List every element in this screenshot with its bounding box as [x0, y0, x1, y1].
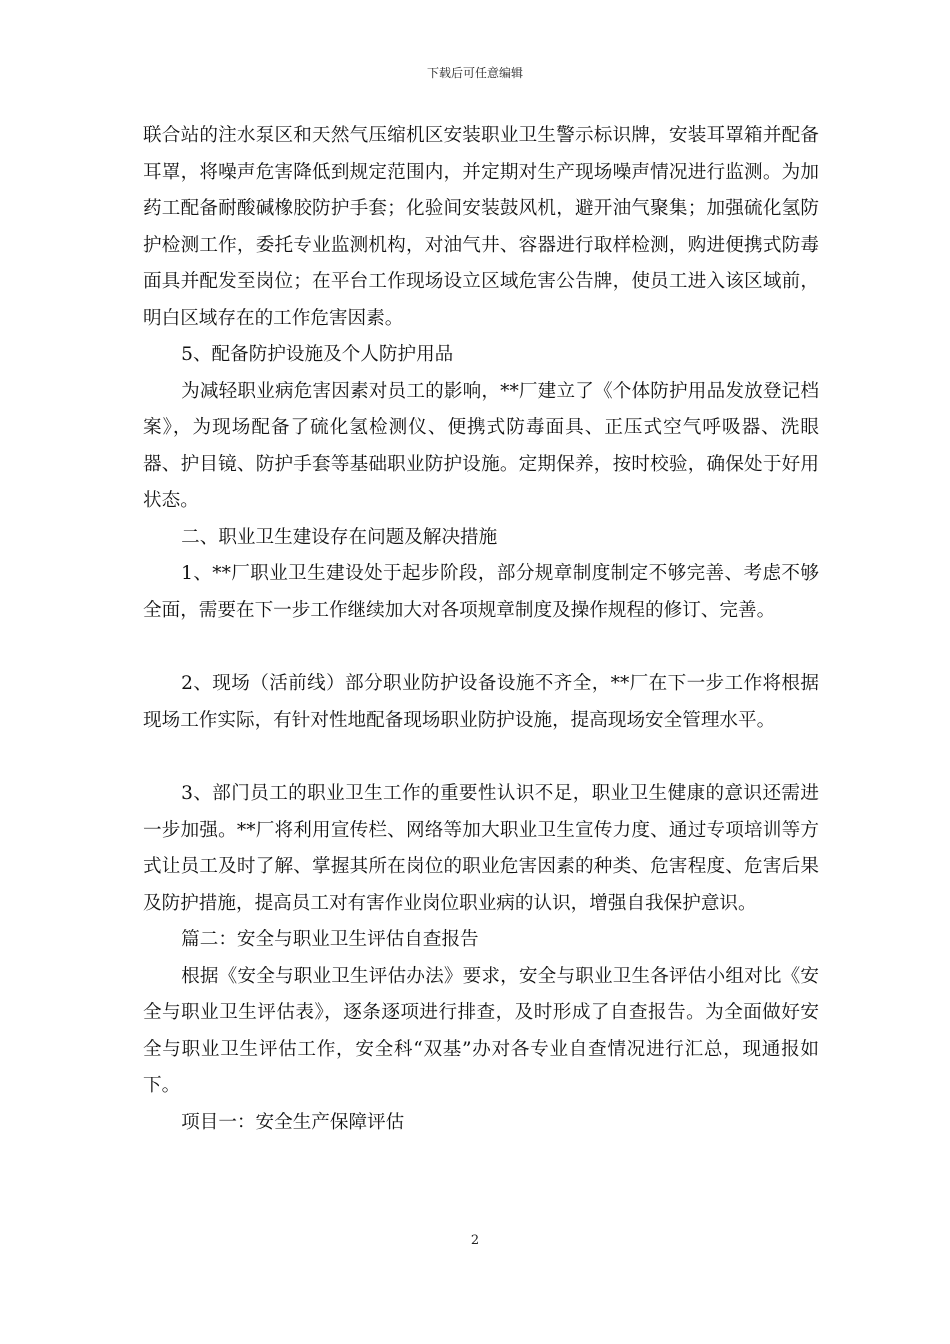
document-body: [143, 118, 819, 1141]
page-number: 2: [470, 1233, 480, 1248]
problem-item-3: 3、部门员工的职业卫生工作的重要性认识不足，职业卫生健康的意识还需进一步加强。**厂将利用宣传栏、网络等加大职业卫生宣传力度、通过专项培训等方式让员工及时了解、掌握其所在岗位的职业危害因素的种类、危害程度、危害后果及防护措施，提高员工对有害作业岗位职业病的认识，增强自我保护意识。: [143, 783, 819, 914]
project-heading: 项目一：安全生产保障评估: [181, 1111, 405, 1133]
paragraph-continued: 联合站的注水泵区和天然气压缩机区安装职业卫生警示标识牌，安装耳罩箱并配备耳罩，将噪声危害降低到规定范围内，并定期对生产现场噪声情况进行监测。为加药工配备耐酸碱橡胶防护手套；化验间安装鼓风机，避开油气聚集；加强硫化氢防护检测工作，委托专业监测机构，对油气井、容器进行取样检测，购进便携式防毒面具并配发至岗位；在平台工作现场设立区域危害公告牌，使员工进入该区域前，明白区域存在的工作危害因素。: [143, 125, 819, 329]
section-heading-protection: 5、配备防护设施及个人防护用品: [181, 344, 454, 365]
problem-item-2: 2、现场（活前线）部分职业防护设备设施不齐全，**厂在下一步工作将根据现场工作实际，有针对性地配备现场职业防护设施，提高现场安全管理水平。: [143, 673, 819, 731]
problem-item-1: 1、**厂职业卫生建设处于起步阶段，部分规章制度制定不够完善、考虑不够全面，需要在下一步工作继续加大对各项规章制度及操作规程的修订、完善。: [143, 563, 819, 621]
paragraph-self-check: 根据《安全与职业卫生评估办法》要求，安全与职业卫生各评估小组对比《安全与职业卫生评估表》，逐条逐项进行排查，及时形成了自查报告。为全面做好安全与职业卫生评估工作，安全科“双基”办对各专业自查情况进行汇总，现通报如下。: [143, 965, 819, 1096]
section-heading-problems: 二、职业卫生建设存在问题及解决措施: [181, 526, 498, 548]
page-header: 下载后可任意编辑: [426, 66, 523, 80]
paragraph-protection: 为减轻职业病危害因素对员工的影响，**厂建立了《个体防护用品发放登记档案》，为现场配备了硫化氢检测仪、便携式防毒面具、正压式空气呼吸器、洗眼器、护目镜、防护手套等基础职业防护设施。定期保养，按时校验，确保处于好用状态。: [143, 380, 819, 511]
chapter-heading: 篇二：安全与职业卫生评估自查报告: [181, 929, 479, 950]
